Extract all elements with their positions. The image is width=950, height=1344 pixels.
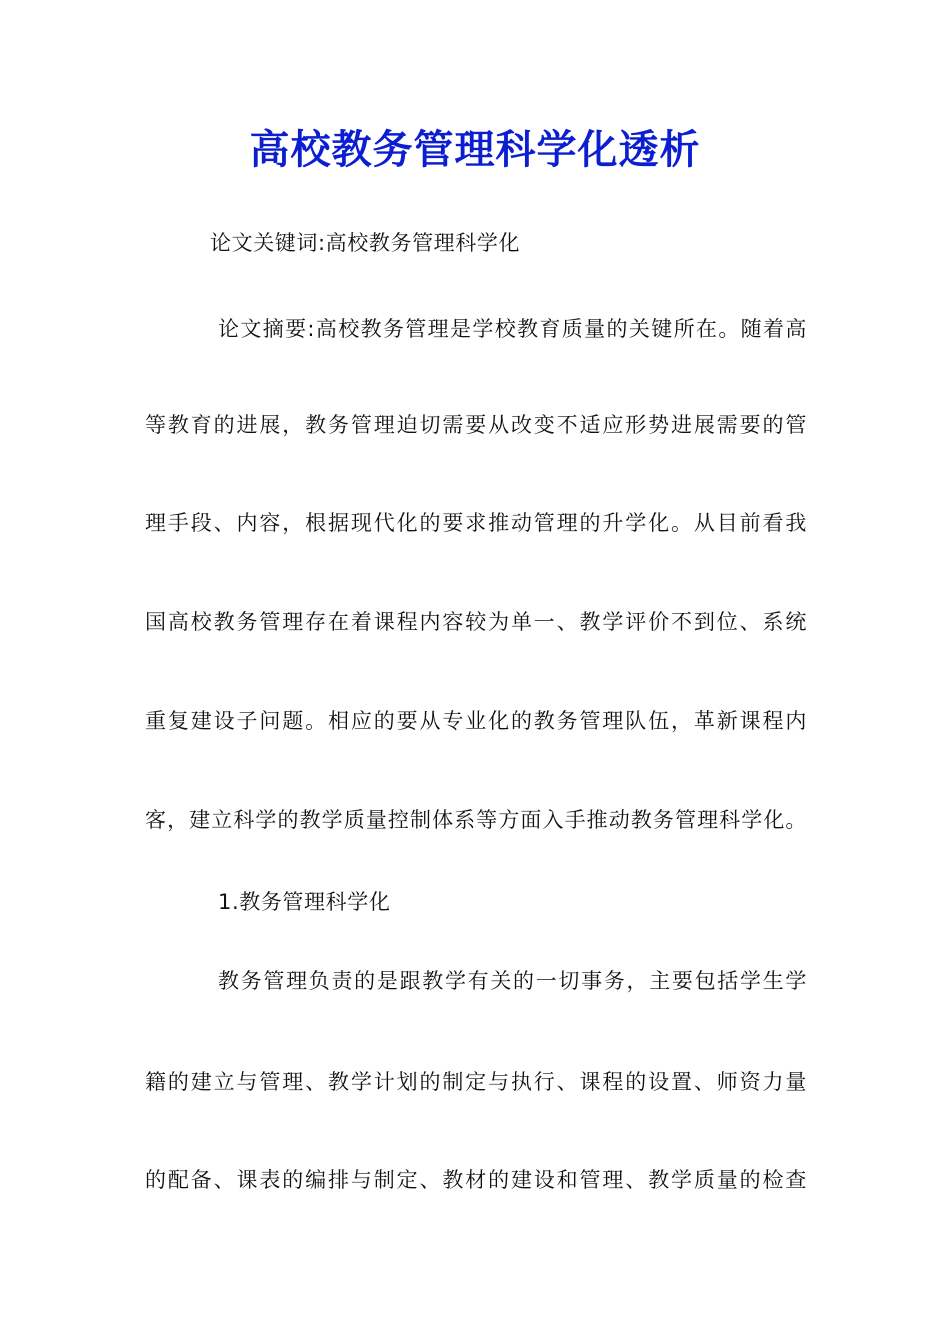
abstract-line-6: 客，建立科学的教学质量控制体系等方面入手推动教务管理科学化。	[145, 808, 807, 832]
abstract-line-1: 论文摘要:高校教务管理是学校教育质量的关键所在。随着高	[218, 317, 807, 341]
body-line-2: 籍的建立与管理、教学计划的制定与执行、课程的设置、师资力量	[145, 1070, 807, 1094]
abstract-line-3: 理手段、内容，根据现代化的要求推动管理的升学化。从目前看我	[145, 511, 807, 535]
section-heading: 1.教务管理科学化	[218, 890, 391, 914]
abstract-line-4: 国高校教务管理存在着课程内容较为单一、教学评价不到位、系统	[145, 610, 807, 634]
body-line-3: 的配备、课表的编排与制定、教材的建设和管理、教学质量的检查	[145, 1168, 807, 1192]
document-title: 高校教务管理科学化透析	[249, 126, 701, 173]
body-line-1: 教务管理负责的是跟教学有关的一切事务，主要包括学生学	[218, 969, 807, 993]
abstract-line-2: 等教育的进展，教务管理迫切需要从改变不适应形势进展需要的管	[145, 413, 807, 437]
abstract-line-5: 重复建设子问题。相应的要从专业化的教务管理队伍，革新课程内	[145, 709, 807, 733]
keywords-line: 论文关键词:高校教务管理科学化	[210, 231, 521, 255]
